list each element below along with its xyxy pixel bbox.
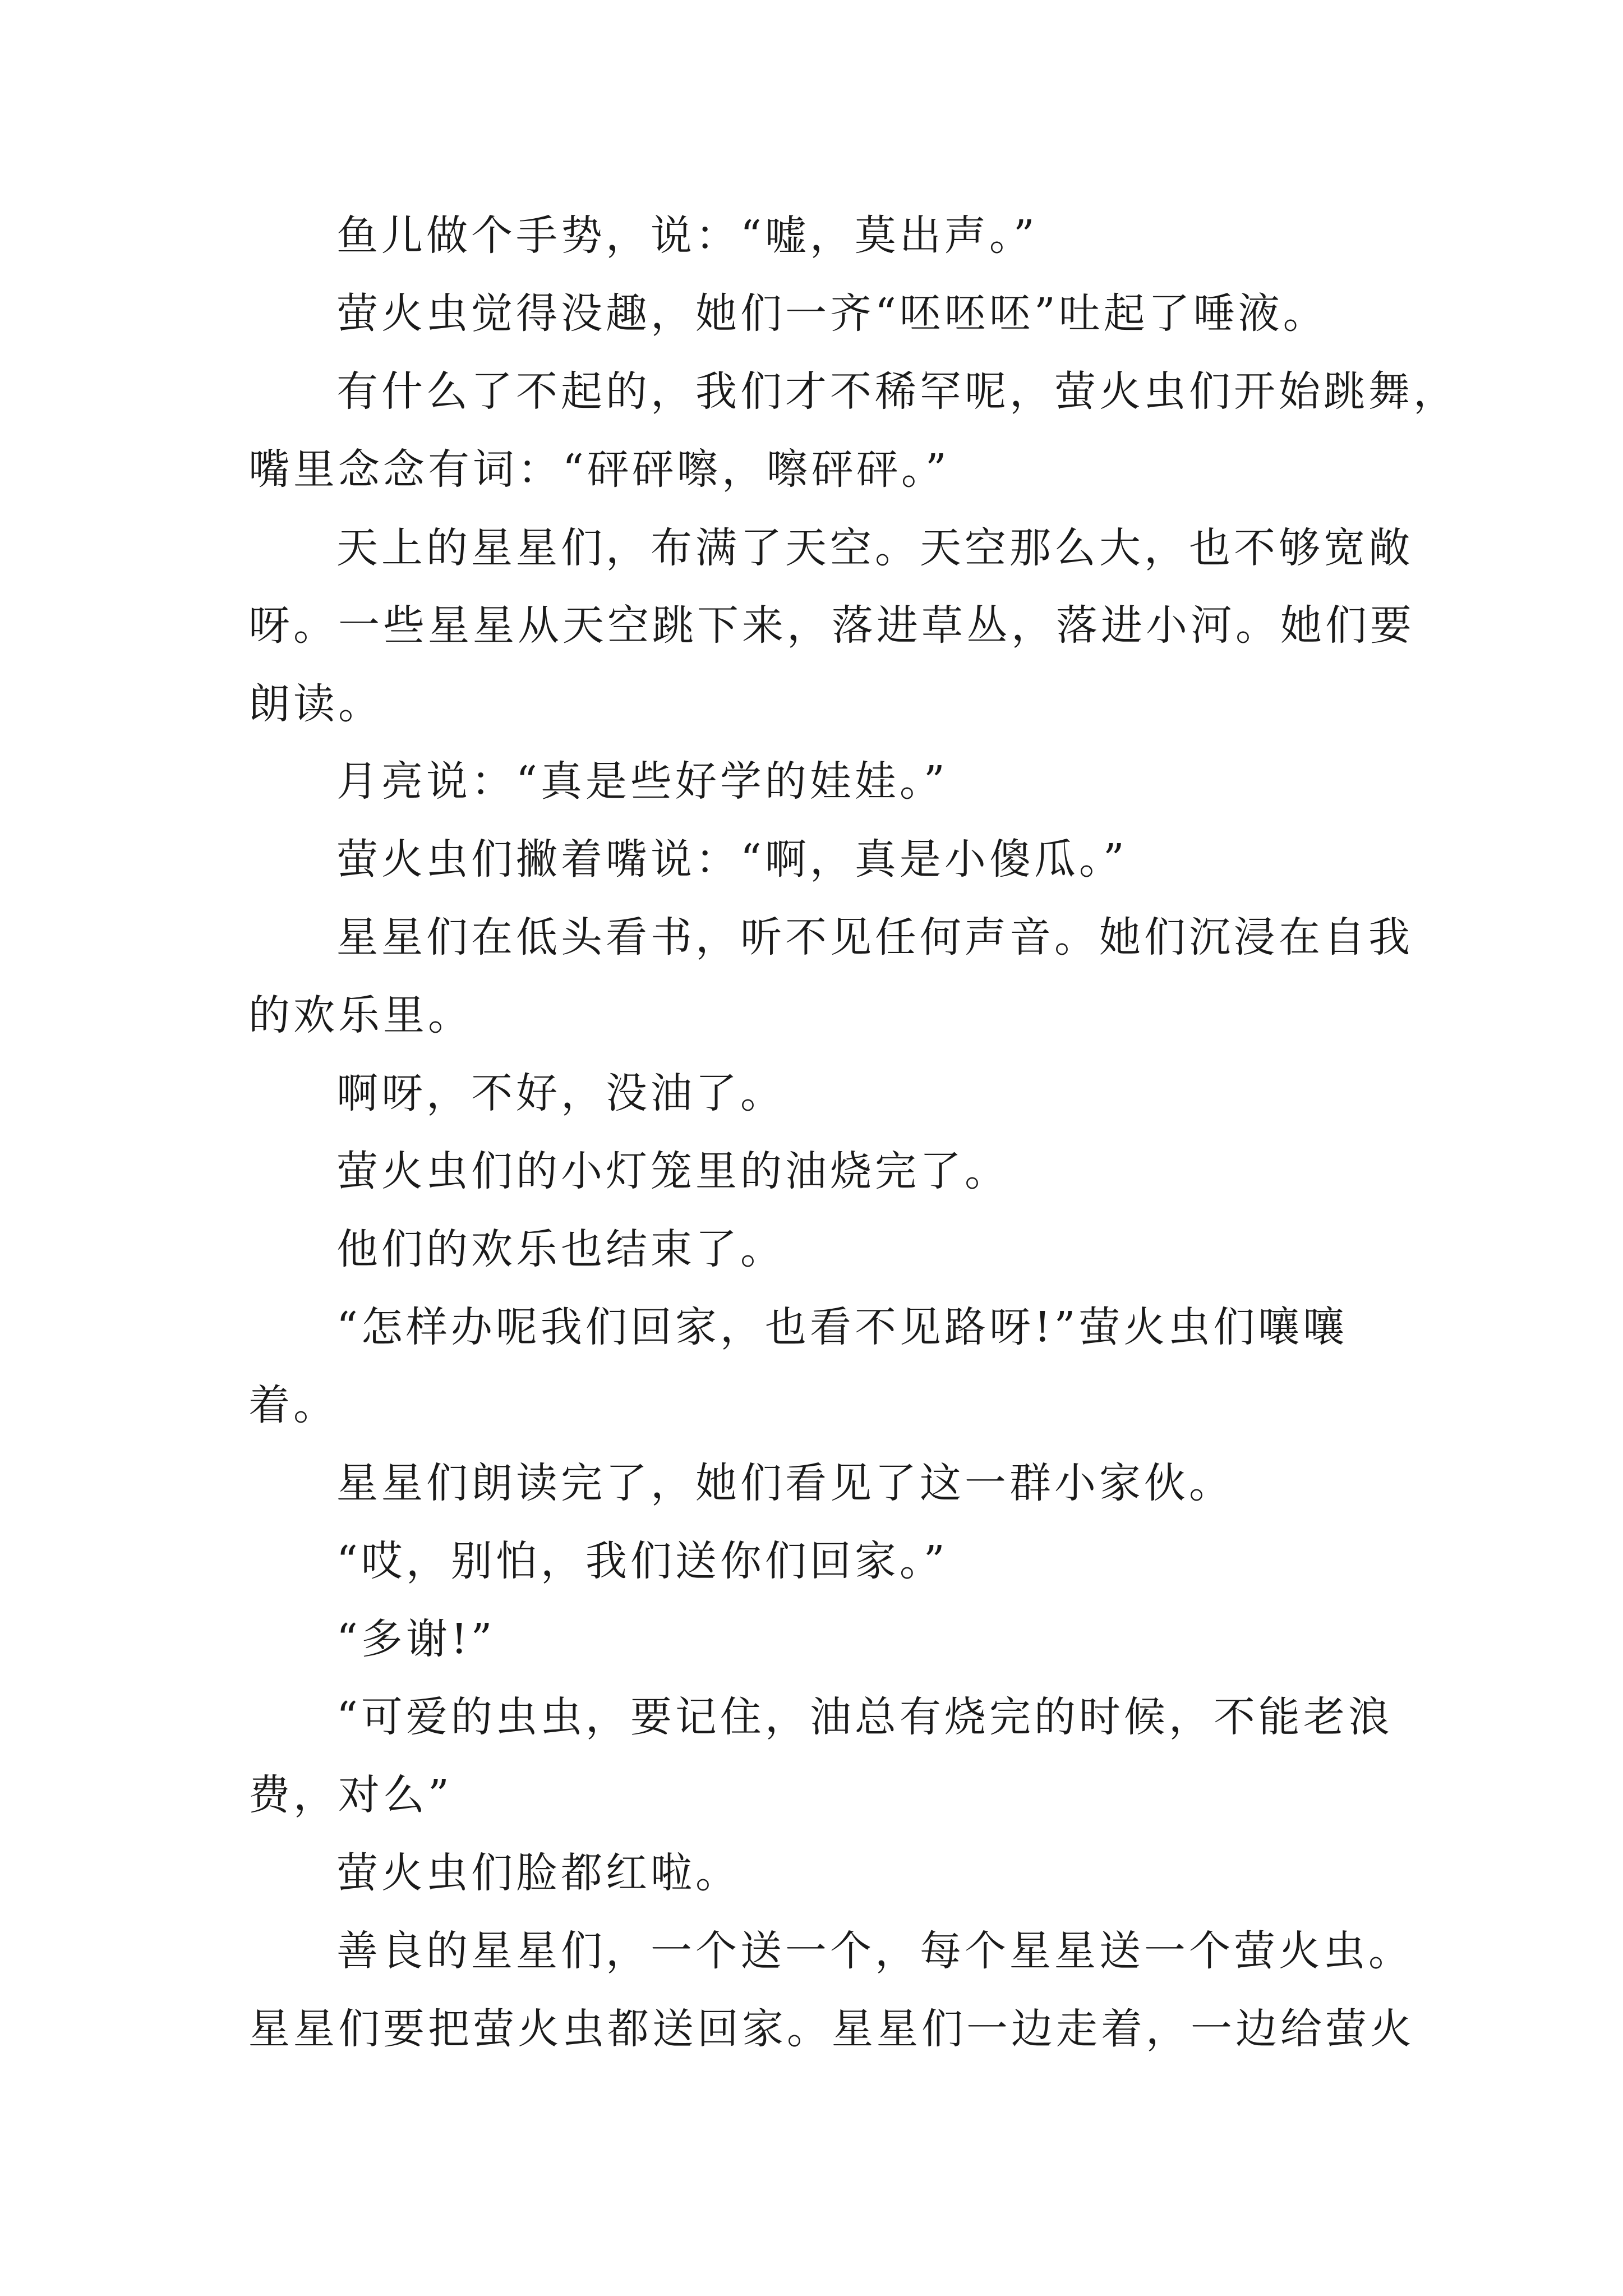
text-line: 呀。一些星星从天空跳下来，落进草丛，落进小河。她们要 <box>248 601 1415 650</box>
text-line: “多谢!” <box>336 1615 496 1663</box>
text-line: 善良的星星们，一个送一个，每个星星送一个萤火虫。 <box>336 1927 1413 1975</box>
text-line: 萤火虫们脸都红啦。 <box>336 1849 740 1897</box>
text-line: 萤火虫觉得没趣，她们一齐“呸呸呸”吐起了唾液。 <box>336 289 1328 338</box>
text-line: “可爱的虫虫，要记住，油总有烧完的时候，不能老浪 <box>336 1693 1393 1741</box>
text-line: 的欢乐里。 <box>248 991 473 1039</box>
text-line: 着。 <box>248 1381 338 1429</box>
text-line: 月亮说：“真是些好学的娃娃。” <box>336 757 948 806</box>
text-line: 啊呀，不好，没油了。 <box>336 1069 785 1117</box>
text-line: 他们的欢乐也结束了。 <box>336 1225 785 1273</box>
text-line: 费，对么” <box>248 1771 453 1819</box>
text-line: “哎，别怕，我们送你们回家。” <box>336 1537 948 1585</box>
text-line: “怎样办呢我们回家，也看不见路呀!”萤火虫们嚷嚷 <box>336 1303 1348 1351</box>
text-line: 星星们朗读完了，她们看见了这一群小家伙。 <box>336 1459 1234 1507</box>
text-line: 鱼儿做个手势，说：“嘘，莫出声。” <box>336 211 1038 260</box>
text-line: 天上的星星们，布满了天空。天空那么大，也不够宽敞 <box>336 524 1413 572</box>
text-line: 有什么了不起的，我们才不稀罕呢，萤火虫们开始跳舞， <box>336 367 1458 416</box>
text-line: 嘴里念念有词：“砰砰嚓，嚓砰砰。” <box>248 445 950 494</box>
text-line: 星星们要把萤火虫都送回家。星星们一边走着，一边给萤火 <box>248 2005 1415 2053</box>
text-line: 朗读。 <box>248 680 383 728</box>
text-line: 星星们在低头看书，听不见任何声音。她们沉浸在自我 <box>336 913 1413 961</box>
text-line: 萤火虫们的小灯笼里的油烧完了。 <box>336 1147 1009 1195</box>
text-line: 萤火虫们撇着嘴说：“啊，真是小傻瓜。” <box>336 835 1128 884</box>
